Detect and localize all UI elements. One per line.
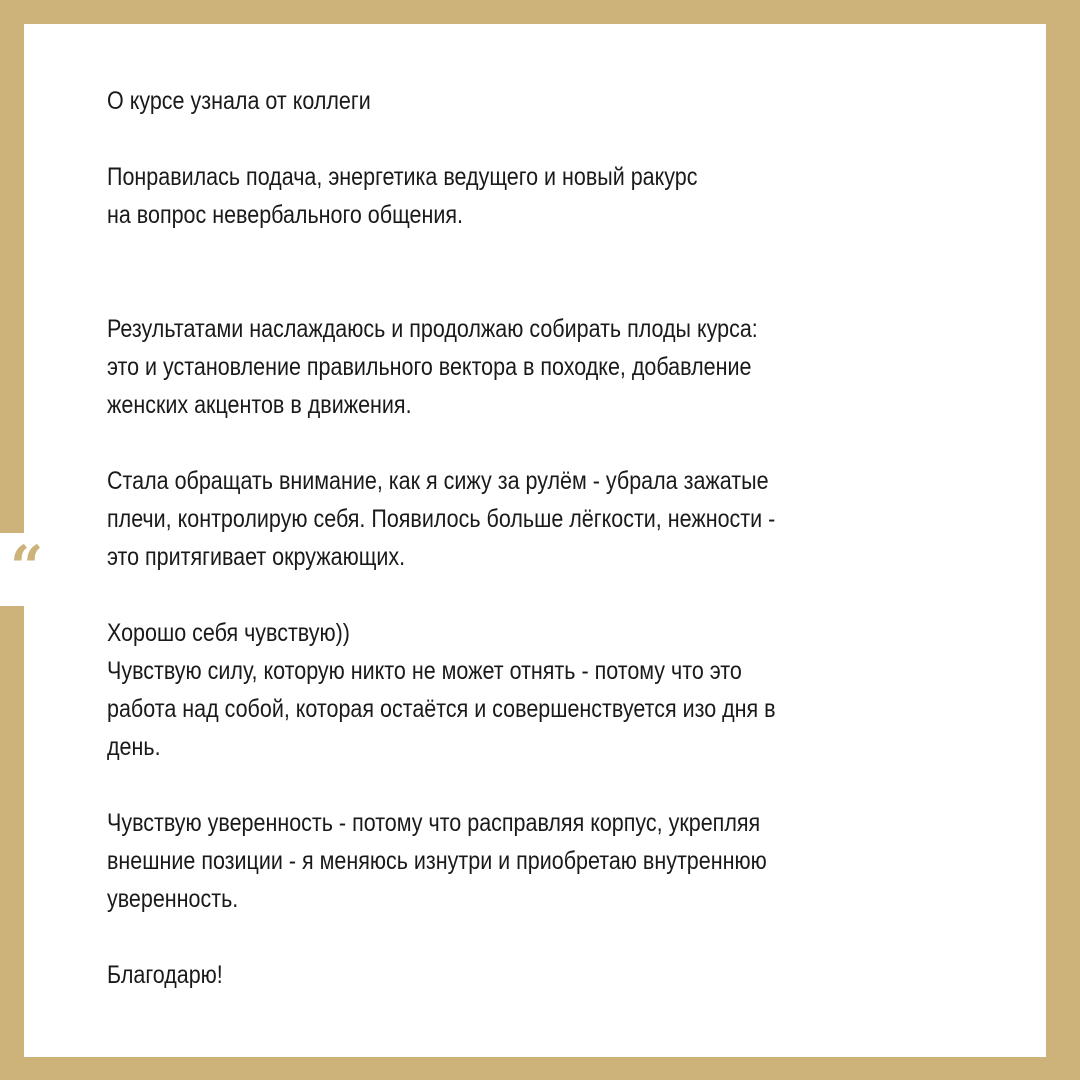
text-line: на вопрос невербального общения. <box>107 201 463 229</box>
text-line: Чувствую уверенность - потому что расправляя корпус, укрепляя <box>107 809 761 837</box>
text-line: работа над собой, которая остаётся и совершенствуется изо дня в <box>107 695 776 723</box>
testimonial-text <box>107 82 898 994</box>
text-line: Благодарю! <box>107 961 223 989</box>
text-line: внешние позиции - я меняюсь изнутри и приобретаю внутреннюю <box>107 847 767 875</box>
text-line: день. <box>107 733 161 761</box>
text-line: Хорошо себя чувствую)) <box>107 619 350 647</box>
text-line: Стала обращать внимание, как я сижу за рулём - убрала зажатые <box>107 467 769 495</box>
text-line: Понравилась подача, энергетика ведущего и новый ракурс <box>107 163 698 191</box>
text-line: О курсе узнала от коллеги <box>107 87 371 115</box>
text-line: это притягивает окружающих. <box>107 543 406 571</box>
text-line: женских акцентов в движения. <box>107 391 412 419</box>
text-line: Чувствую силу, которую никто не может отнять - потому что это <box>107 657 742 685</box>
text-line: уверенность. <box>107 885 239 913</box>
text-line: Результатами наслаждаюсь и продолжаю собирать плоды курса: <box>107 315 758 343</box>
quote-open-icon: “ <box>10 533 44 601</box>
text-line: плечи, контролирую себя. Появилось больше лёгкости, нежности - <box>107 505 776 533</box>
text-line: это и установление правильного вектора в походке, добавление <box>107 353 752 381</box>
